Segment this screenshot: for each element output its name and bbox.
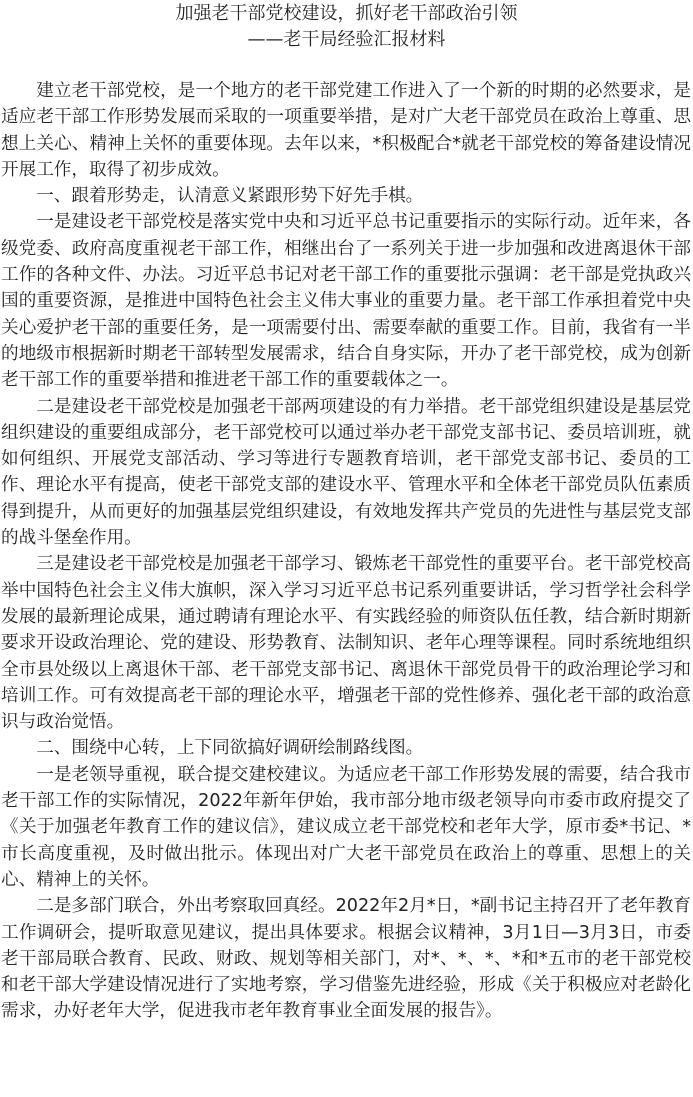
section-heading: 二、围绕中心转，上下同欲搞好调研绘制路线图。 <box>36 738 424 759</box>
body-paragraph: 三是建设老干部党校是加强老干部学习、锻炼老干部党性的重要平台。老干部党校高举中国特色社会主义伟大旗帜，深入学习习近平总书记系列重要讲话，学习哲学社会科学发展的最新理论成果，通过聘请有理论水平、有实践经验的师资队伍任教，结合新时期新要求开设政治理论、党的建设、形势教育、法制知识、老年心理等课程。同时系统地组织全市县处级以上离退休干部、老干部党支部书记、离退休干部党员骨干的政治理论学习和培训工作。可有效提高老干部的理论水平，增强老干部的党性修养、强化老干部的政治意识与政治觉悟。 <box>1 554 691 733</box>
body-paragraph: 二是建设老干部党校是加强老干部两项建设的有力举措。老干部党组织建设是基层党组织建设的重要组成部分，老干部党校可以通过举办老干部党支部书记、委员培训班，就如何组织、开展党支部活动、学习等进行专题教育培训，老干部党支部书记、委员的工作、理论水平有提高，使老干部党支部的建设水平、管理水平和全体老干部党员队伍素质得到提升，从而更好的加强基层党组织建设，有效地发挥共产党员的先进性与基层党支部的战斗堡垒作用。 <box>1 396 691 549</box>
document-body <box>1 78 691 1025</box>
body-paragraph: 一是老领导重视，联合提交建校建议。为适应老干部工作形势发展的需要，结合我市老干部工作的实际情况，2022年新年伊始，我市部分地市级老领导向市委市政府提交了《关于加强老年教育工作的建议信》，建议成立老干部党校和老年大学，原市委*书记、*市长高度重视，及时做出批示。体现出对广大老干部党员在政治上的尊重、思想上的关心、精神上的关怀。 <box>1 764 691 890</box>
body-paragraph: 建立老干部党校，是一个地方的老干部党建工作进入了一个新的时期的必然要求，是适应老干部工作形势发展而采取的一项重要举措，是对广大老干部党员在政治上尊重、思想上关心、精神上关怀的重要体现。去年以来，*积极配合*就老干部党校的筹备建设情况开展工作，取得了初步成效。 <box>1 81 691 180</box>
section-heading: 一、跟着形势走，认清意义紧跟形势下好先手棋。 <box>36 186 424 207</box>
body-paragraph: 一是建设老干部党校是落实党中央和习近平总书记重要指示的实际行动。近年来，各级党委、政府高度重视老干部工作，相继出台了一系列关于进一步加强和改进离退休干部工作的各种文件、办法。习近平总书记对老干部工作的重要批示强调：老干部是党执政兴国的重要资源，是推进中国特色社会主义伟大事业的重要力量。老干部工作承担着党中央关心爱护老干部的重要任务，是一项需要付出、需要奉献的重要工作。目前，我省有一半的地级市根据新时期老干部转型发展需求，结合自身实际，开办了老干部党校，成为创新老干部工作的重要举措和推进老干部工作的重要载体之一。 <box>1 212 691 391</box>
document-subtitle: ——老干局经验汇报材料 <box>247 29 446 50</box>
document-title: 加强老干部党校建设，抓好老干部政治引领 <box>175 3 518 24</box>
body-paragraph: 二是多部门联合，外出考察取回真经。2022年2月*日，*副书记主持召开了老年教育工作调研会，提听取意见建议，提出具体要求。根据会议精神，3月1日—3月3日，市委老干部局联合教育、民政、财政、规划等相关部门，对*、*、*、*和*五市的老干部党校和老干部大学建设情况进行了实地考察，学习借鉴先进经验，形成《关于积极应对老龄化需求，办好老年大学，促进我市老年教育事业全面发展的报告》。 <box>1 896 691 1022</box>
